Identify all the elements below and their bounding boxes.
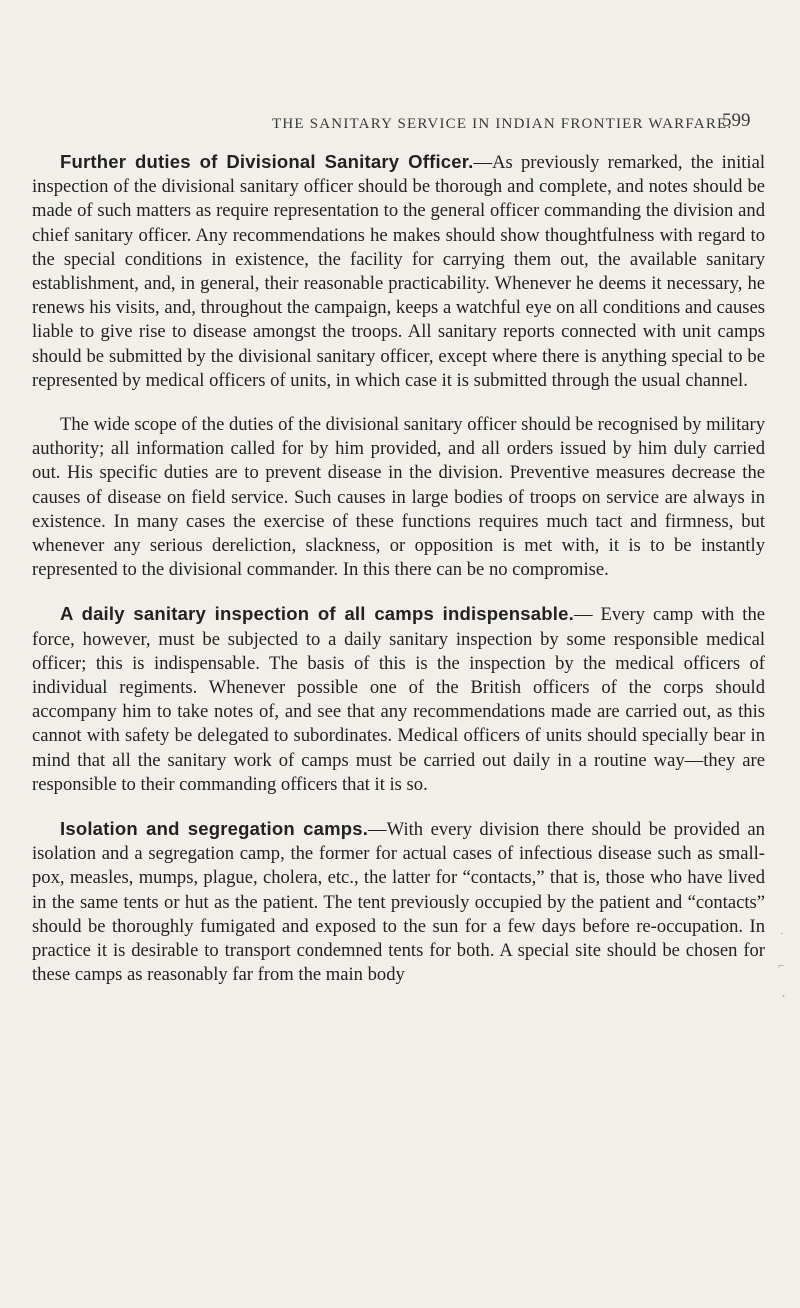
paragraph-text: —As previously remarked, the initial inspection of the divisional sanitary officer should be thorough and complete, and notes should be made of such matters as require representation to the general officer commanding the division and chief sanitary officer. Any recommendations he makes should show thoughtfulness with regard to the special conditions in existence, the facility for carrying them out, the available sanitary establishment, and, in general, their reasonable practicability. Whenever he deems it necessary, he renews his visits, and, throughout the campaign, keeps a watchful eye on all conditions and causes liable to give rise to disease amongst the troops. All sanitary reports connected with unit camps should be submitted by the divisional sanitary officer, except where there is anything special to be represented by medical officers of units, in which case it is submitted through the usual channel.	[32, 152, 765, 391]
paragraph-text: — Every camp with the force, however, must be subjected to a daily sanitary inspection by some responsible medical officer; this is indispensable. The basis of this is the inspection by the medical officers of individual regiments. Whenever possible one of the British officers of the corps should accompany him to take notes of, and see that any recommendations made are carried out, as this cannot with safety be delegated to subordinates. Medical officers of units should specially bear in mind that all the sanitary work of camps must be carried out daily in a routine way—they are responsible to their commanding officers that it is so.	[32, 604, 765, 795]
pencil-mark: ·	[780, 928, 784, 940]
paragraph-heading: A daily sanitary inspection of all camps indispensable.	[60, 603, 574, 625]
body-text	[32, 150, 765, 988]
margin-pencil-marks	[776, 928, 798, 1008]
running-head: THE SANITARY SERVICE IN INDIAN FRONTIER WARFARE.	[272, 116, 733, 132]
paragraph-daily-inspection	[32, 602, 765, 797]
pencil-mark: ⌐	[778, 960, 785, 972]
paragraph-wide-scope	[32, 413, 765, 582]
paragraph-further-duties	[32, 150, 765, 393]
pencil-mark: ˛	[782, 986, 786, 998]
paragraph-heading: Isolation and segregation camps.	[60, 818, 369, 840]
paragraph-text: The wide scope of the duties of the divisional sanitary officer should be recognised by military authority; all information called for by him provided, and all orders issued by him duly carried out. His specific duties are to prevent disease in the division. Preventive measures decrease the causes of disease on field service. Such causes in large bodies of troops on service are always in existence. In many cases the exercise of these functions requires much tact and firmness, but whenever any serious dereliction, slackness, or opposition is met with, it is to be instantly represented to the divisional commander. In this there can be no compromise.	[32, 414, 765, 581]
paragraph-heading: Further duties of Divisional Sanitary Officer.	[60, 151, 474, 172]
paragraph-isolation-segregation	[32, 817, 765, 987]
paragraph-text: —With every division there should be provided an isolation and a segregation camp, the former for actual cases of infectious disease such as small-pox, measles, mumps, plague, cholera, etc., the latter for “contacts,” that is, those who have lived in the same tents or hut as the patient. The tent previously occupied by the patient and “contacts” should be thoroughly fumigated and exposed to the sun for a few days before re-occupation. In practice it is desirable to transport condemned tents for both. A special site should be chosen for these camps as reasonably far from the main body	[32, 819, 765, 986]
page-number: 599	[722, 110, 751, 131]
